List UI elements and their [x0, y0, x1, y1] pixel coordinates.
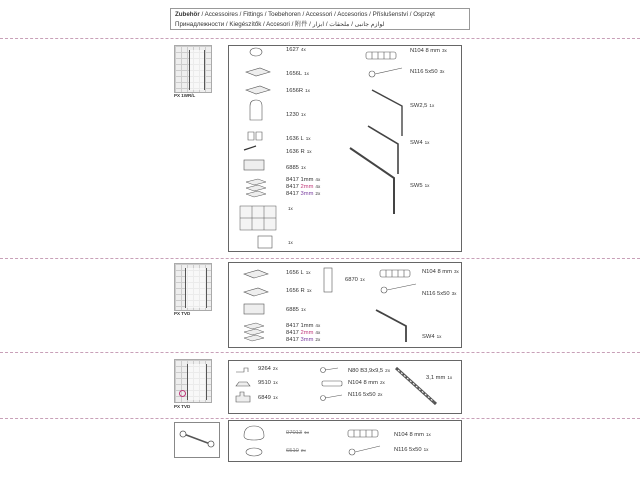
screw-drawings	[318, 364, 346, 408]
hw-sw4: SW4 1x	[422, 334, 442, 340]
dowel-icon	[366, 52, 396, 59]
part-8417-3mm: 8417 3mm 2x	[286, 191, 321, 197]
header-title: Zubehör	[175, 11, 200, 18]
allen-key-small-icon	[372, 90, 402, 136]
hardware-drawings	[370, 266, 430, 346]
part-1656r: 1656R 1x	[286, 88, 310, 94]
hw-sw5: SW5 1x	[410, 183, 430, 189]
hw-n80: N80 B3,9x9,5 2x	[348, 368, 390, 374]
part-6885: 6885 1x	[286, 165, 306, 171]
cap-part-icon	[250, 48, 262, 56]
grid-pad-icon	[240, 206, 276, 230]
hook-part-icon	[250, 100, 262, 120]
block-part-icon	[244, 304, 264, 314]
header-languages-line2: Принадлежности / Kiegészítők / Accesori / 附件 / لوازم جانبی / ملحقات / ابزار	[175, 21, 385, 28]
clip-part-icon	[248, 132, 262, 140]
screw-icon	[381, 284, 416, 293]
hw-n104: N104 8 mm 1x	[394, 432, 431, 438]
product-thumbnail	[174, 263, 212, 311]
accessories-header	[170, 8, 470, 30]
parts-drawings	[240, 46, 290, 256]
hw-n116: N116 5x50 2x	[348, 392, 383, 398]
part-6870: 6870 1x	[345, 277, 365, 283]
hw-n104: N104 8 mm 3x	[410, 48, 447, 54]
hw-n116: N116 5x50 3x	[422, 291, 457, 297]
hw-n104: N104 8 mm 3x	[422, 269, 459, 275]
screw-icon	[321, 368, 339, 373]
allen-key-icon	[376, 310, 406, 342]
allen-key-medium-icon	[368, 126, 398, 174]
part-97013: 97013 1x	[286, 430, 309, 436]
plate-part-icon	[246, 68, 270, 76]
product-thumbnail	[174, 422, 220, 458]
section-separator	[0, 418, 640, 419]
plate-part-icon	[246, 86, 270, 94]
ring-part-icon	[246, 448, 262, 456]
shim-part-icon	[244, 323, 264, 341]
dowel-icon	[348, 430, 378, 437]
product-thumbnail	[174, 359, 212, 403]
shim-part-icon	[246, 179, 266, 197]
part-9264: 9264 2x	[258, 366, 278, 372]
part-8417-3mm: 8417 3mm 2x	[286, 337, 321, 343]
product-label: PX TVD	[174, 404, 191, 409]
drill-bit-drawing	[394, 364, 453, 410]
hw-sw4: SW4 1x	[410, 140, 430, 146]
hw-n104: N104 8 mm 2x	[348, 380, 385, 386]
part-1656r: 1656 R 1x	[286, 288, 312, 294]
product-label: PX TVD	[174, 311, 191, 316]
parts-drawings	[232, 362, 256, 412]
parts-drawings	[240, 264, 280, 348]
hw-n116: N116 5x50 3x	[410, 69, 445, 75]
section-separator	[0, 352, 640, 353]
pin-part-icon	[244, 146, 256, 150]
header-languages-line1: / Accessoires / Fittings / Toebehoren / Accessori / Accesorios / Příslušenství / Osprzęt	[199, 11, 435, 18]
screw-icon	[321, 395, 343, 401]
part-6849: 6849 1x	[258, 395, 278, 401]
part-1656l: 1656 L 1x	[286, 270, 311, 276]
part-1636r: 1636 R 1x	[286, 149, 312, 155]
part-1656l: 1656L 1x	[286, 71, 309, 77]
part-8417-1mm: 8417 1mm 4x	[286, 177, 321, 183]
part-6885: 6885 1x	[286, 307, 306, 313]
hw-drill-bit: 3,1 mm 1x	[426, 375, 453, 381]
parts-drawings	[240, 422, 270, 460]
cap-part-icon	[244, 426, 264, 440]
part-1230: 1230 1x	[286, 112, 306, 118]
part-grid-pad: 1x	[288, 206, 293, 211]
part-6510: 6510 2x	[286, 448, 306, 454]
plate-part-icon	[244, 270, 268, 278]
dowel-icon	[380, 270, 410, 277]
clip-part-icon	[236, 368, 248, 372]
bracket-part-icon	[324, 268, 332, 292]
hw-n116: N116 5x50 1x	[394, 447, 429, 453]
part-8417-2mm: 8417 2mm 4x	[286, 184, 321, 190]
part-template: 1x	[288, 240, 293, 245]
hardware-drawings	[344, 424, 384, 460]
part-8417-2mm: 8417 2mm 4x	[286, 330, 321, 336]
allen-key-large-icon	[350, 148, 394, 214]
plate-part-icon	[244, 288, 268, 296]
screw-icon	[349, 446, 380, 455]
section-separator	[0, 258, 640, 259]
template-part-icon	[258, 236, 272, 248]
screw-icon	[369, 68, 402, 77]
product-thumbnail	[174, 45, 212, 93]
hw-sw25: SW2,5 1x	[410, 103, 435, 109]
section-separator	[0, 38, 640, 39]
part-9510: 9510 1x	[258, 380, 278, 386]
holder-part-icon	[236, 382, 250, 386]
product-label: PX 1WR/L	[174, 93, 196, 98]
part-1627: 1627 4x	[286, 47, 306, 53]
block-part-icon	[244, 160, 264, 170]
part-1636l: 1636 L 1x	[286, 136, 311, 142]
bracket-drawing	[322, 266, 334, 296]
dowel-icon	[322, 381, 342, 386]
part-8417-1mm: 8417 1mm 4x	[286, 323, 321, 329]
mount-part-icon	[236, 392, 250, 402]
